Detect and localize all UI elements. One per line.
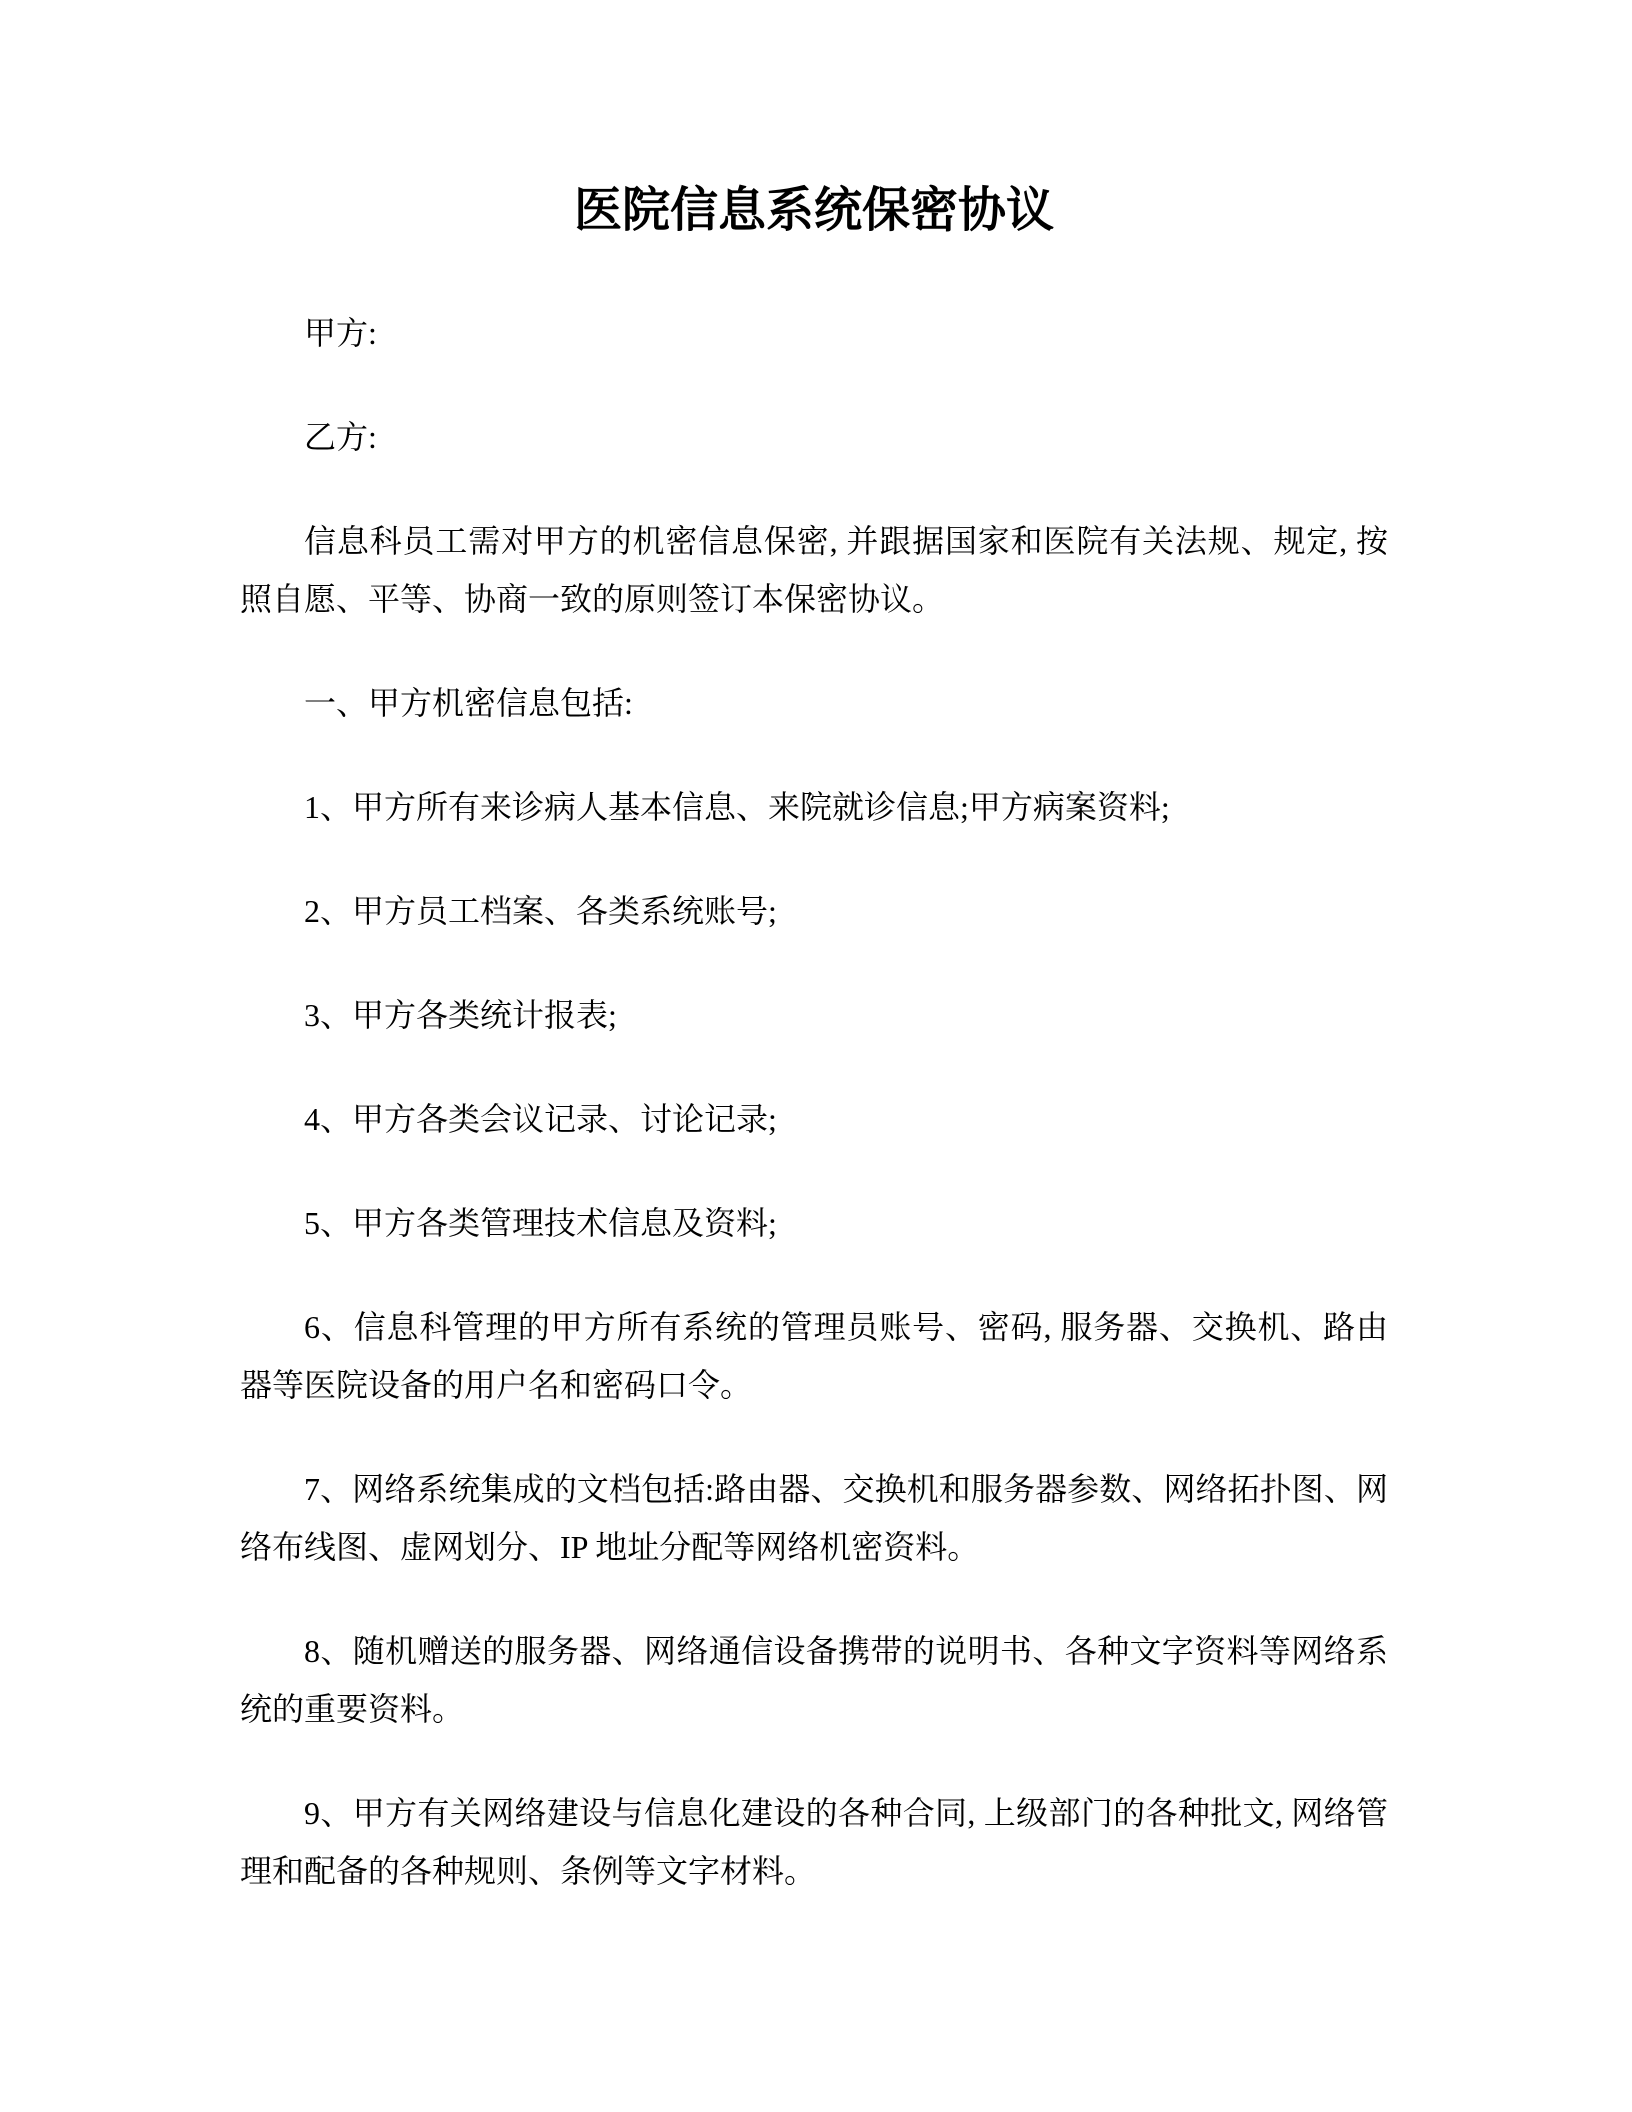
list-item-1: 1、甲方所有来诊病人基本信息、来院就诊信息;甲方病案资料; [304,789,1170,825]
list-item-4: 4、甲方各类会议记录、讨论记录; [304,1101,777,1137]
list-item-5: 5、甲方各类管理技术信息及资料; [304,1205,777,1241]
party-a-label: 甲方: [304,315,377,351]
party-b-label: 乙方: [304,419,377,455]
list-item-3: 3、甲方各类统计报表; [304,997,617,1033]
list-item-2: 2、甲方员工档案、各类系统账号; [304,893,777,929]
list-item-7: 7、网络系统集成的文档包括:路由器、交换机和服务器参数、网络拓扑图、网络布线图、虚网划分、IP 地址分配等网络机密资料。 [240,1471,1388,1565]
document-title: 医院信息系统保密协议 [573,184,1054,237]
list-item-9: 9、甲方有关网络建设与信息化建设的各种合同, 上级部门的各种批文, 网络管理和配备的各种规则、条例等文字材料。 [240,1795,1388,1889]
list-item-8: 8、随机赠送的服务器、网络通信设备携带的说明书、各种文字资料等网络系统的重要资料。 [240,1633,1388,1727]
preamble-paragraph: 信息科员工需对甲方的机密信息保密, 并跟据国家和医院有关法规、规定, 按照自愿、平等、协商一致的原则签订本保密协议。 [240,523,1388,617]
section-heading: 一、甲方机密信息包括: [304,685,633,721]
list-item-6: 6、信息科管理的甲方所有系统的管理员账号、密码, 服务器、交换机、路由器等医院设备的用户名和密码口令。 [240,1309,1388,1403]
